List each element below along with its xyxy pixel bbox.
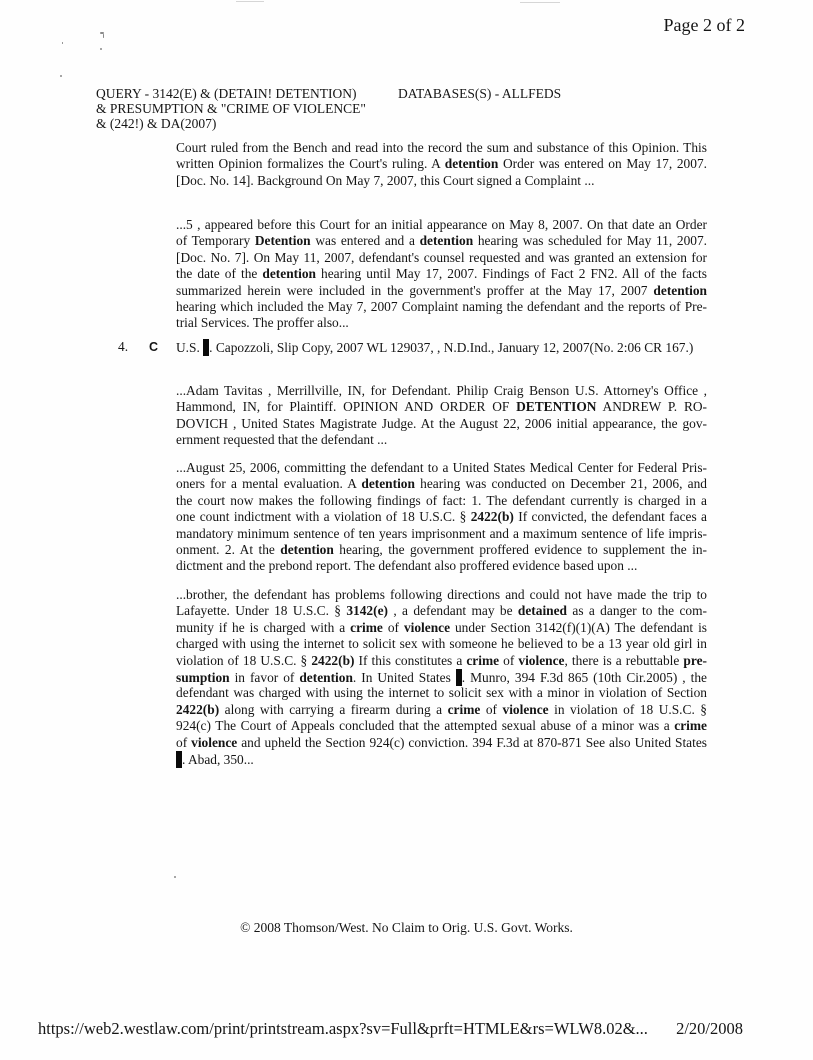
highlighted-term: violence — [403, 619, 451, 635]
query-line: & PRESUMPTION & "CRIME OF VIOLENCE" — [96, 101, 366, 116]
snippet-line — [176, 558, 707, 574]
text-run: Court ruled from the Bench and read into the record the sum and substance of this Opinion. This — [176, 140, 707, 155]
query-line: QUERY - 3142(E) & (DETAIN! DETENTION) — [96, 86, 357, 101]
text-run: and upheld the Section 924(c) conviction. 394 F.3d at 870-871 See also United States — [237, 734, 707, 750]
snippet-line — [176, 217, 707, 233]
text-run: . Abad, 350... — [182, 751, 254, 767]
scan-speck — [60, 75, 62, 77]
text-run: hearing was conducted on December 21, 2006, and — [414, 476, 707, 492]
scan-artifact-line — [520, 2, 560, 3]
text-run: hearing until May 17, 2007. Findings of Fact 2 FN2. All of the facts — [315, 266, 707, 282]
snippet-line — [176, 156, 707, 172]
snippet-line — [176, 476, 707, 492]
scan-speck — [103, 34, 104, 38]
text-run: 924(c) The Court of Appeals concluded that the attempted sexual abuse of a minor was a — [176, 718, 675, 734]
text-run: in violation of 18 U.S.C. § — [548, 701, 707, 717]
highlighted-term: Detention — [254, 233, 311, 249]
scan-speck — [100, 48, 102, 50]
highlighted-term: 2422(b) — [311, 652, 355, 668]
page-indicator: Page 2 of 2 — [663, 15, 745, 35]
highlighted-term: detention — [444, 156, 499, 172]
highlighted-term: violence — [502, 701, 549, 717]
text-run: . Capozzoli, Slip Copy, 2007 WL 129037, , N.D.Ind., January 12, 2007(No. 2:06 CR 167.) — [209, 340, 694, 355]
text-run: . In United States — [352, 669, 456, 685]
text-run: ...brother, the defendant has problems following directions and could not have made the trip to — [176, 587, 707, 602]
highlighted-term: violence — [191, 734, 238, 750]
text-run: one count indictment with a violation of 18 U.S.C. § — [176, 509, 471, 525]
text-run: hearing, the government proffered evidence to supplement the in- — [333, 541, 707, 557]
result-citation — [176, 339, 693, 356]
text-run: of — [176, 734, 192, 750]
text-run: in favor of — [229, 669, 300, 685]
text-run: munity if he is charged with a — [176, 619, 351, 635]
text-run: the date of the — [176, 266, 263, 282]
highlighted-term: detention — [653, 282, 707, 298]
snippet-line — [176, 173, 707, 189]
result-snippet — [176, 217, 707, 332]
text-run: hearing was scheduled for May 11, 2007. — [473, 233, 707, 249]
snippet-line — [176, 383, 707, 399]
snippet-line — [176, 653, 707, 669]
text-run: as a danger to the com- — [567, 603, 707, 619]
result-snippet — [176, 383, 707, 449]
highlighted-term: crime — [466, 652, 500, 668]
snippet-line — [176, 636, 707, 652]
text-run: ...5 , appeared before this Court for an initial appearance on May 8, 2007. On that date an Order — [176, 217, 707, 232]
text-run: Order was entered on May 17, 2007. — [498, 156, 707, 172]
result-header — [0, 339, 813, 356]
snippet-line — [176, 283, 707, 299]
text-run: under Section 3142(f)(1)(A) The defendant is — [450, 619, 708, 635]
text-run: written Opinion formalizes the Court's ruling. A — [176, 156, 445, 172]
snippet-line — [176, 669, 707, 685]
text-run: dictment and the prebond report. The defendant also proffered evidence based upon ... — [176, 558, 638, 574]
databases-label: DATABASES(S) - ALLFEDS — [398, 86, 562, 101]
highlighted-term: crime — [447, 701, 481, 717]
snippet-line — [176, 315, 707, 331]
print-url: https://web2.westlaw.com/print/printstream.aspx?sv=Full&prft=HTMLE&rs=WLW8.02&... — [38, 1019, 648, 1038]
highlighted-term: detained — [517, 603, 568, 619]
highlighted-term: 2422(b) — [176, 701, 220, 717]
highlighted-term: sumption — [176, 669, 230, 685]
text-run: If convicted, the defendant faces a — [513, 509, 707, 525]
snippet-line — [176, 140, 707, 156]
text-run: of — [499, 652, 519, 668]
text-run: oners for a mental evaluation. A — [176, 476, 362, 492]
highlighted-term: crime — [674, 718, 707, 734]
snippet-line — [176, 460, 707, 476]
highlighted-term: violence — [518, 652, 565, 668]
highlighted-term: detention — [419, 233, 474, 249]
text-run: hearing which included the May 7, 2007 Complaint naming the defendant and the reports of Pre- — [176, 298, 707, 314]
snippet-line — [176, 250, 707, 266]
snippet-line — [176, 509, 707, 525]
text-run: , a defendant may be — [387, 603, 518, 619]
result-snippet — [176, 140, 707, 189]
highlighted-term: crime — [350, 619, 383, 635]
scan-speck — [62, 42, 63, 44]
scan-speck — [174, 876, 176, 878]
search-query — [96, 86, 366, 131]
text-run: If this constitutes a — [354, 652, 467, 668]
text-run: [Doc. No. 14]. Background On May 7, 2007, this Court signed a Complaint ... — [176, 172, 595, 188]
text-run: ...Adam Tavitas , Merrillville, IN, for Defendant. Philip Craig Benson U.S. Attorney's Office , — [176, 383, 707, 398]
snippet-line — [176, 299, 707, 315]
highlighted-term: detention — [299, 669, 353, 685]
text-run: Lafayette. Under 18 U.S.C. § — [176, 603, 347, 619]
snippet-line — [176, 399, 707, 415]
text-run: trial Services. The proffer also... — [176, 315, 349, 331]
highlighted-term: detention — [262, 266, 316, 282]
highlighted-term: detention — [361, 476, 415, 492]
text-run: . Munro, 394 F.3d 865 (10th Cir.2005) , the — [461, 669, 707, 685]
text-run: ...August 25, 2006, committing the defendant to a United States Medical Center for Federal Pris- — [176, 460, 707, 475]
snippet-line — [176, 266, 707, 282]
text-run: ernment requested that the defendant ... — [176, 432, 388, 448]
snippet-line — [176, 751, 707, 767]
highlighted-term: detention — [280, 541, 334, 557]
snippet-line — [176, 493, 707, 509]
highlighted-term: 3142(e) — [346, 603, 388, 619]
text-run: defendant was charged with using the internet to solicit sex with a minor in violation of Section — [176, 685, 707, 701]
highlighted-term: pre- — [683, 652, 707, 668]
text-run: summarized herein were included in the government's proffer at the May 17, 2007 — [176, 282, 654, 298]
result-snippet — [176, 587, 707, 767]
text-run: was entered and a — [310, 233, 420, 249]
highlighted-term: DETENTION — [516, 399, 597, 415]
snippet-line — [176, 542, 707, 558]
snippet-line — [176, 432, 707, 448]
result-number: 4. — [118, 339, 129, 354]
text-run: the court now makes the following findings of fact: 1. The defendant currently is charged in a — [176, 492, 707, 508]
text-run: DOVICH , United States Magistrate Judge. At the August 22, 2006 initial appearance, the gov- — [176, 415, 707, 431]
snippet-line — [176, 416, 707, 432]
snippet-line — [176, 620, 707, 636]
snippet-line — [176, 702, 707, 718]
status-flag: C — [149, 340, 159, 354]
text-run: Hammond, IN, for Plaintiff. OPINION AND ORDER OF — [176, 399, 517, 415]
snippet-line — [176, 603, 707, 619]
text-run: mandatory minimum sentence of ten years imprisonment and a maximum sentence of life impris- — [176, 525, 707, 541]
text-run: of Temporary — [176, 233, 255, 249]
text-run: [Doc. No. 7]. On May 11, 2007, defendant's counsel requested and was granted an extension for — [176, 249, 707, 265]
snippet-line — [176, 718, 707, 734]
copyright-notice: © 2008 Thomson/West. No Claim to Orig. U.S. Govt. Works. — [240, 920, 573, 935]
text-run: , there is a rebuttable — [564, 652, 684, 668]
text-run: onment. 2. At the — [176, 541, 281, 557]
snippet-line — [176, 526, 707, 542]
text-run: violation of 18 U.S.C. § — [176, 652, 312, 668]
query-line: & (242!) & DA(2007) — [96, 116, 217, 131]
text-run: ANDREW P. RO- — [596, 399, 708, 415]
text-run: of — [382, 619, 404, 635]
highlighted-term: 2422(b) — [470, 509, 514, 525]
snippet-line — [176, 685, 707, 701]
scan-artifact-line — [236, 1, 264, 2]
snippet-line — [176, 587, 707, 603]
result-snippet — [176, 460, 707, 575]
text-run: of — [480, 701, 503, 717]
print-date: 2/20/2008 — [676, 1019, 743, 1038]
text-run: U.S. — [176, 340, 204, 355]
snippet-line — [176, 735, 707, 751]
text-run: charged with using the internet to solicit sex with someone he believed to be a 13 year old girl in — [176, 636, 707, 652]
snippet-line — [176, 233, 707, 249]
text-run: along with carrying a firearm during a — [219, 701, 448, 717]
